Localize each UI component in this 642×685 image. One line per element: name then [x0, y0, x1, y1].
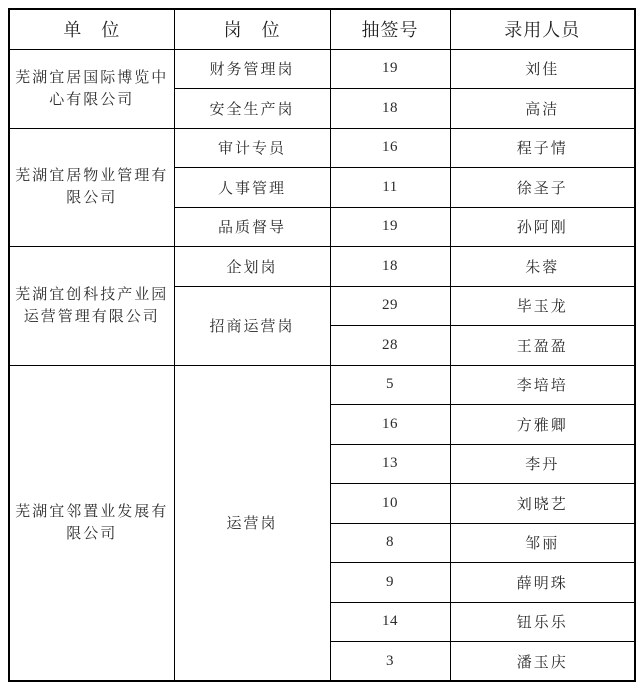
- number-cell: 19: [330, 207, 450, 247]
- position-cell: 运营岗: [174, 365, 330, 681]
- number-cell: 14: [330, 602, 450, 642]
- number-cell: 16: [330, 405, 450, 445]
- number-cell: 3: [330, 642, 450, 682]
- name-cell: 高洁: [450, 89, 635, 129]
- name-cell: 李丹: [450, 444, 635, 484]
- name-cell: 薛明珠: [450, 563, 635, 603]
- name-cell: 朱蓉: [450, 247, 635, 287]
- name-cell: 刘佳: [450, 49, 635, 89]
- table-row: [9, 365, 635, 405]
- number-cell: 13: [330, 444, 450, 484]
- position-cell: 财务管理岗: [174, 49, 330, 89]
- name-cell: 孙阿刚: [450, 207, 635, 247]
- number-cell: 19: [330, 49, 450, 89]
- table-header-row: [9, 9, 635, 49]
- table-row: [9, 247, 635, 287]
- number-cell: 9: [330, 563, 450, 603]
- number-cell: 29: [330, 286, 450, 326]
- name-cell: 邹丽: [450, 523, 635, 563]
- unit-cell: 芜湖宜居国际博览中心有限公司: [9, 49, 174, 128]
- position-cell: 企划岗: [174, 247, 330, 287]
- number-cell: 11: [330, 168, 450, 208]
- number-cell: 18: [330, 89, 450, 129]
- header-number: 抽签号: [330, 9, 450, 49]
- name-cell: 王盈盈: [450, 326, 635, 366]
- header-position: 岗 位: [174, 9, 330, 49]
- number-cell: 16: [330, 128, 450, 168]
- table-row: [9, 128, 635, 168]
- position-cell: 人事管理: [174, 168, 330, 208]
- name-cell: 钮乐乐: [450, 602, 635, 642]
- position-cell: 招商运营岗: [174, 286, 330, 365]
- name-cell: 刘晓艺: [450, 484, 635, 524]
- number-cell: 5: [330, 365, 450, 405]
- unit-cell: 芜湖宜邻置业发展有限公司: [9, 365, 174, 681]
- number-cell: 28: [330, 326, 450, 366]
- unit-cell: 芜湖宜居物业管理有限公司: [9, 128, 174, 247]
- name-cell: 毕玉龙: [450, 286, 635, 326]
- name-cell: 方雅卿: [450, 405, 635, 445]
- recruitment-table: [8, 8, 636, 682]
- header-person: 录用人员: [450, 9, 635, 49]
- name-cell: 李培培: [450, 365, 635, 405]
- header-unit: 单 位: [9, 9, 174, 49]
- number-cell: 8: [330, 523, 450, 563]
- position-cell: 安全生产岗: [174, 89, 330, 129]
- position-cell: 品质督导: [174, 207, 330, 247]
- table-row: [9, 49, 635, 89]
- number-cell: 18: [330, 247, 450, 287]
- position-cell: 审计专员: [174, 128, 330, 168]
- unit-cell: 芜湖宜创科技产业园运营管理有限公司: [9, 247, 174, 366]
- name-cell: 潘玉庆: [450, 642, 635, 682]
- name-cell: 徐圣子: [450, 168, 635, 208]
- name-cell: 程子情: [450, 128, 635, 168]
- number-cell: 10: [330, 484, 450, 524]
